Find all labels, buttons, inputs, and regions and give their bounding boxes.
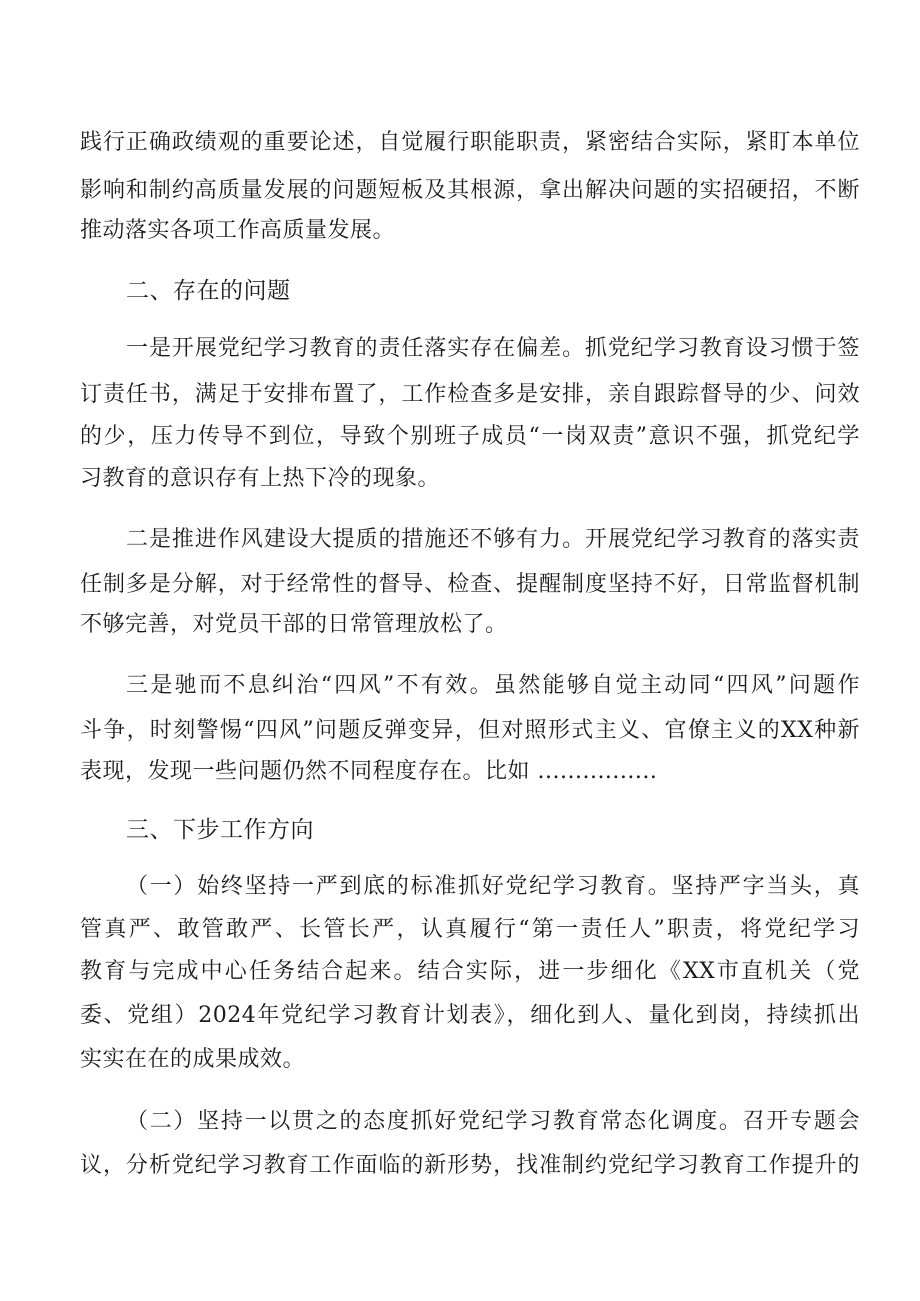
paragraph-line: 三是驰而不息纠治“四风”不有效。虽然能够自觉主动同“四风”问题作	[126, 673, 860, 698]
paragraph-line: 斗争，时刻警惕“四风”问题反弹变异，但对照形式主义、官僚主义的XX种新	[80, 718, 860, 743]
paragraph-line: 的少，压力传导不到位，导致个别班子成员“一岗双责”意识不强，抓党纪学	[80, 424, 860, 449]
paragraph-line: 实实在在的成果成效。	[80, 1047, 306, 1072]
paragraph-line: 委、党组）2024年党纪学习教育计划表》，细化到人、量化到岗，持续抓出	[80, 1003, 860, 1028]
paragraph-line: 习教育的意识存有上热下冷的现象。	[80, 466, 441, 491]
paragraph-line: 订责任书，满足于安排布置了，工作检查多是安排，亲自跟踪督导的少、问效	[80, 382, 860, 407]
paragraph-line: 任制多是分解，对于经常性的督导、检查、提醒制度坚持不好，日常监督机制	[80, 572, 860, 597]
paragraph-line: 二是推进作风建设大提质的措施还不够有力。开展党纪学习教育的落实责	[126, 527, 860, 552]
section-heading-problems: 二、存在的问题	[126, 278, 291, 304]
paragraph-line: 议，分析党纪学习教育工作面临的新形势，找准制约党纪学习教育工作提升的	[80, 1153, 860, 1178]
paragraph-line: 表现，发现一些问题仍然不同程度存在。比如 ................	[80, 759, 658, 784]
paragraph-line: 不够完善，对党员干部的日常管理放松了。	[80, 612, 508, 637]
paragraph-line: 管真严、敢管敢严、长管长严，认真履行“第一责任人”职责，将党纪学习	[80, 917, 860, 942]
paragraph-line: 推动落实各项工作高质量发展。	[80, 218, 396, 243]
paragraph-line: 教育与完成中心任务结合起来。结合实际，进一步细化《XX市直机关（党	[80, 959, 860, 984]
section-heading-next-steps: 三、下步工作方向	[126, 817, 314, 843]
paragraph-line: 践行正确政绩观的重要论述，自觉履行职能职责，紧密结合实际，紧盯本单位	[80, 130, 860, 155]
paragraph-line: 影响和制约高质量发展的问题短板及其根源，拿出解决问题的实招硬招，不断	[80, 178, 860, 203]
paragraph-line: （二）坚持一以贯之的态度抓好党纪学习教育常态化调度。召开专题会	[126, 1109, 860, 1134]
paragraph-line: 一是开展党纪学习教育的责任落实存在偏差。抓党纪学习教育设习惯于签	[126, 336, 860, 361]
paragraph-line: （一）始终坚持一严到底的标准抓好党纪学习教育。坚持严字当头，真	[126, 874, 860, 899]
